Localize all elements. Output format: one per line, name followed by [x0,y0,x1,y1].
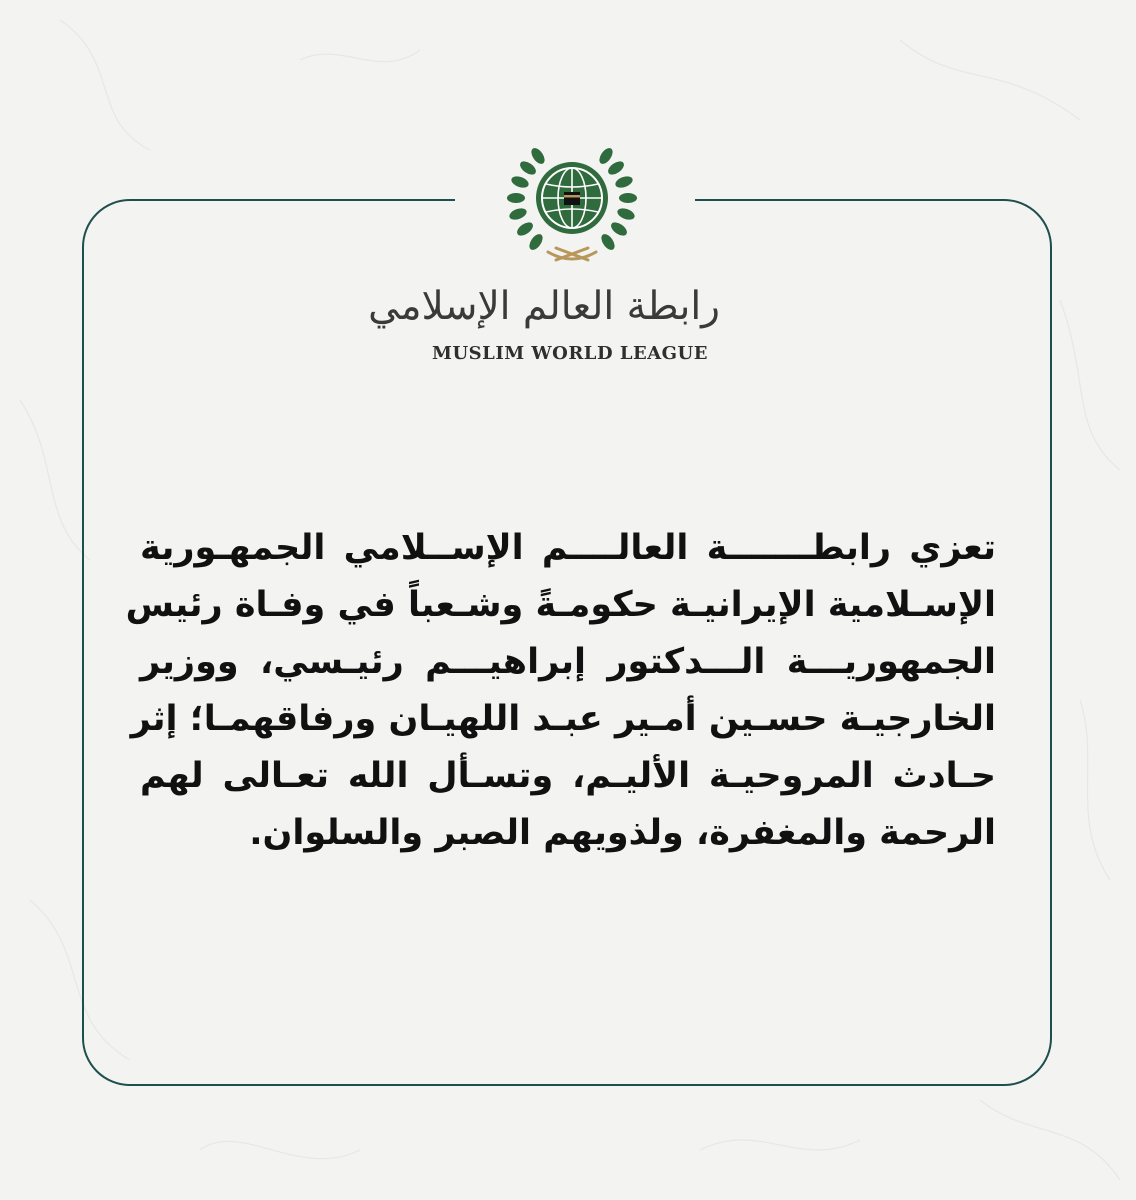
message-line: تعزي رابطـــــــة العالــــم الإســلامي الجمهـورية [140,528,996,568]
message-line: الإسـلامية الإيرانيـة حكومـةً وشـعباً في وفـاة رئيس [125,585,996,625]
globe-kaaba-laurel-icon [498,126,646,274]
message-line: الخارجيـة حسـين أمـير عبـد اللهيـان ورفاقهمـا؛ إثر [130,699,996,739]
message-line: حـادث المروحيـة الأليـم، وتسـأل الله تعـالى لهم [140,756,996,796]
message-line: الجمهوريـــة الـــدكتور إبراهيـــم رئيـسي، ووزير [140,642,996,682]
brand-name-arabic: رابطة العالم الإسلامي [368,284,720,329]
condolence-message [125,520,996,862]
message-line: الرحمة والمغفرة، ولذويهم الصبر والسلوان. [249,813,996,853]
brand-name-english: MUSLIM WORLD LEAGUE [432,343,708,364]
